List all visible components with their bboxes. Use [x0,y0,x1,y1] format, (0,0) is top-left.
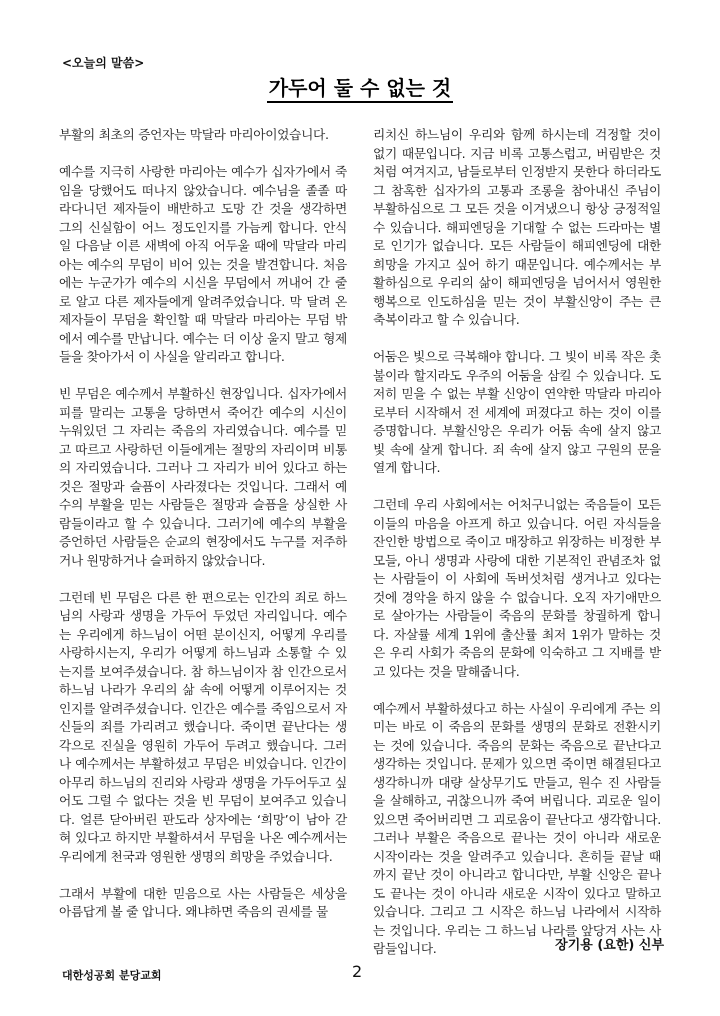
paragraph: 리치신 하느님이 우리와 함께 하시는데 걱정할 것이 없기 때문입니다. 지금 비록 고통스럽고, 버림받은 것처럼 여겨지고, 남들로부터 인정받지 못한다 하더라도 그 참혹한 십자가의 고통과 조롱을 참아내신 주님이 부활하심으로 그 모든 것을 이겨냈으니 항상 긍정적일 수 있습니다. 해피엔딩을 기대할 수 없는 드라마는 별로 인기가 없습니다. 모든 사람들이 해피엔딩에 대한 희망을 가지고 싶어 하기 때문입니다. 예수께서는 부활하심으로 우리의 삶이 해피엔딩을 넘어서서 영원한 행복으로 인도하심을 믿는 것이 부활신앙이 주는 큰 축복이라고 할 수 있습니다. [373,127,661,327]
page-title [0,72,720,101]
page-number: 2 [352,962,363,981]
author-signature: 장기용 (요한) 신부 [555,938,664,953]
paragraph: 그런데 우리 사회에서는 어처구니없는 죽음들이 모든 이들의 마음을 아프게 하고 있습니다. 어린 자식들을 잔인한 방법으로 죽이고 매장하고 위장하는 비정한 부모들, 아니 생명과 사랑에 대한 기본적인 관념조차 없는 사람들이 이 사회에 독버섯처럼 생겨나고 있다는 것에 경악을 하지 않을 수 없습니다. 오직 자기애만으로 살아가는 사람들이 죽음의 문화를 창궐하게 합니다. 자살률 세계 1위에 출산률 최저 1위가 말하는 것은 우리 사회가 죽음의 문화에 익숙하고 그 지배를 받고 있다는 것을 말해줍니다. [373,497,661,679]
right-column [373,126,661,959]
paragraph: 예수를 지극히 사랑한 마리아는 예수가 십자가에서 죽임을 당했어도 떠나지 않았습니다. 예수님을 졸졸 따라다니던 제자들이 배반하고 도망 간 것을 생각하면 그의 신실함이 어느 정도인지를 가늠케 합니다. 안식일 다음날 이른 새벽에 아직 어두울 때에 막달라 마리아는 예수의 무덤이 비어 있는 것을 발견합니다. 처음에는 누군가가 예수의 시신을 무덤에서 꺼내어 간 줄로 알고 다른 제자들에게 알려주었습니다. 막 달려 온 제자들이 무덤을 확인할 때 막달라 마리아는 무덤 밖에서 예수를 만납니다. 예수는 더 이상 울지 말고 형제들을 찾아가서 이 사실을 알리라고 합니다. [59,164,347,364]
paragraph: 어둠은 빛으로 극복해야 합니다. 그 빛이 비록 작은 촛불이라 할지라도 우주의 어둠을 삼킬 수 있습니다. 도저히 믿을 수 없는 부활 신앙이 연약한 막달라 마리아로부터 시작해서 전 세계에 퍼졌다고 하는 것이 이를 증명합니다. 부활신앙은 우리가 어둠 속에 살지 않고 빛 속에 살게 합니다. 죄 속에 살지 않고 구원의 문을 열게 합니다. [373,349,661,475]
left-column [59,126,347,922]
paragraph: 예수께서 부활하셨다고 하는 사실이 우리에게 주는 의미는 바로 이 죽음의 문화를 생명의 문화로 전환시키는 것에 있습니다. 죽음의 문화는 죽음으로 끝난다고 생각하는 것입니다. 문제가 있으면 죽이면 해결된다고 생각하니까 대량 살상무기도 만들고, 원수 진 사람들을 살해하고, 귀찮으니까 죽여 버립니다. 괴로운 일이 있으면 죽어버리면 그 괴로움이 끝난다고 생각합니다. 그러나 부활은 죽음으로 끝나는 것이 아니라 새로운 시작이라는 것을 알려주고 있습니다. 흔히들 끝날 때까지 끝난 것이 아니라고 합니다만, 부활 신앙은 끝나도 끝나는 것이 아니라 새로운 시작이 있다고 말하고 있습니다. 그리고 그 시작은 하느님 나라에서 시작하는 것입니다. 우리는 그 하느님 나라를 앞당겨 사는 사람들입니다. [373,700,661,956]
page-title-text: 가두어 둘 수 없는 것 [267,76,453,103]
paragraph: 그런데 빈 무덤은 다른 한 편으로는 인간의 죄로 하느님의 사랑과 생명을 가두어 두었던 자리입니다. 예수는 우리에게 하느님이 어떤 분이신지, 어떻게 우리를 사랑하시는지, 우리가 어떻게 하느님과 소통할 수 있는지를 보여주셨습니다. 참 하느님이자 참 인간으로서 하느님 나라가 우리의 삶 속에 어떻게 이루어지는 것인지를 알려주셨습니다. 인간은 예수를 죽임으로서 자신들의 죄를 가리려고 했습니다. 죽이면 끝난다는 생각으로 진실을 영원히 가두어 두려고 했습니다. 그러나 예수께서는 부활하셨고 무덤은 비었습니다. 인간이 아무리 하느님의 진리와 사랑과 생명을 가두어두고 싶어도 그럴 수 없다는 것을 빈 무덤이 보여주고 있습니다. 얼른 닫아버린 판도라 상자에는 ‘희망’이 남아 갇혀 있다고 하지만 부활하셔서 무덤을 나온 예수께서는 우리에게 천국과 영원한 생명의 희망을 주었습니다. [59,589,347,864]
footer-church-name: 대한성공회 분당교회 [62,969,162,982]
paragraph: 빈 무덤은 예수께서 부활하신 현장입니다. 십자가에서 피를 말리는 고통을 당하면서 죽어간 예수의 시신이 누워있던 그 자리는 죽음의 자리였습니다. 예수를 믿고 따르고 사랑하던 이들에게는 절망의 자리이며 비통의 자리였습니다. 그러나 그 자리가 비어 있다고 하는 것은 절망과 슬픔이 사라졌다는 것입니다. 그래서 예수의 부활을 믿는 사람들은 절망과 슬픔을 상실한 사람들이라고 할 수 있습니다. 그러기에 예수의 부활을 증언하던 사람들은 순교의 현장에서도 누구를 저주하거나 원망하거나 슬퍼하지 않았습니다. [59,386,347,568]
section-label: <오늘의 말씀> [62,56,145,70]
paragraph: 그래서 부활에 대한 믿음으로 사는 사람들은 세상을 아름답게 볼 줄 압니다. 왜냐하면 죽음의 권세를 물 [59,885,347,919]
paragraph: 부활의 최초의 증언자는 막달라 마리아이었습니다. [59,127,329,142]
